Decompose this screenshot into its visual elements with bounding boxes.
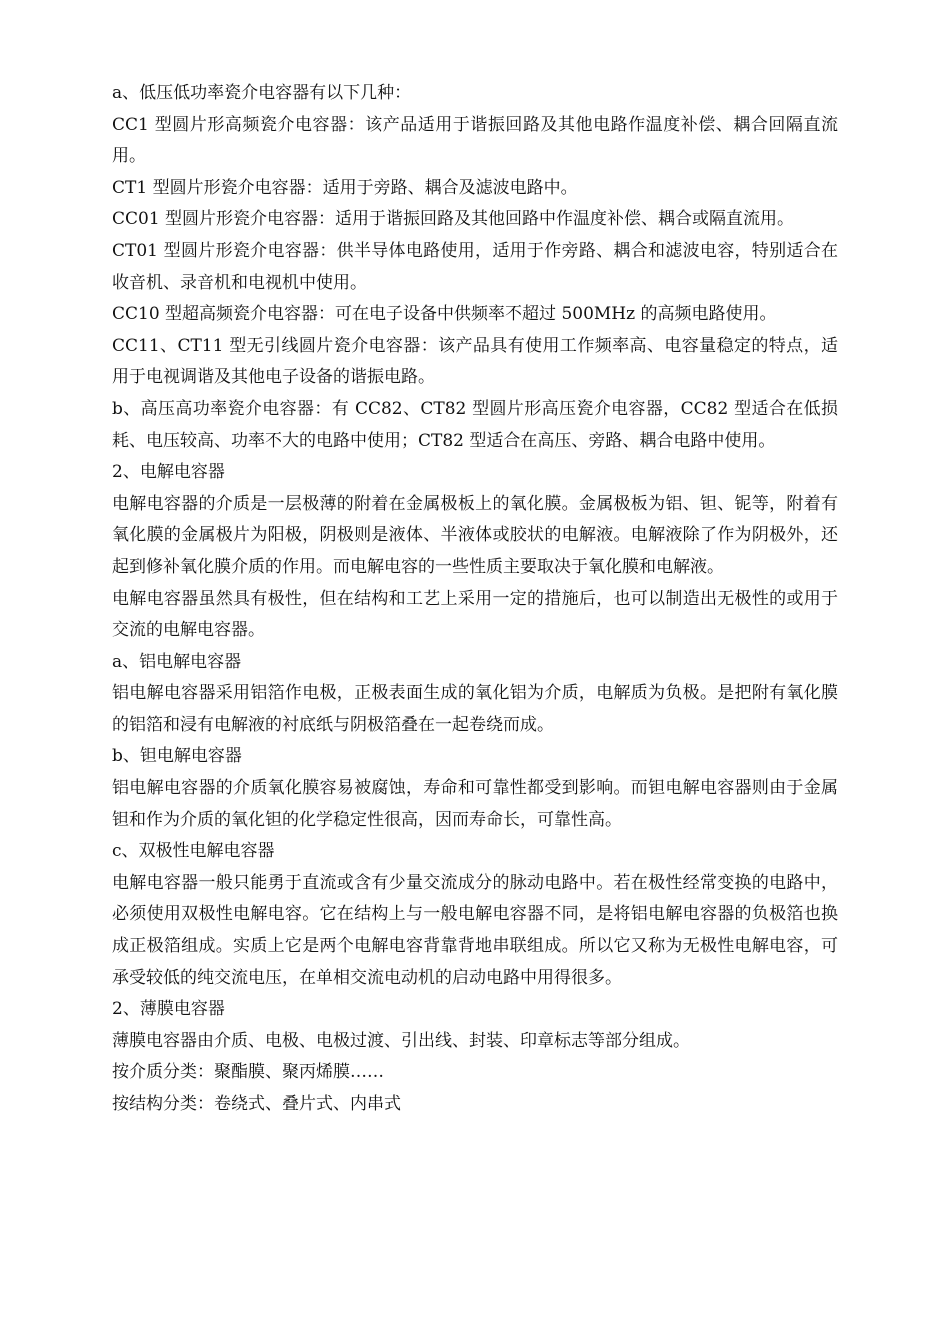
paragraph-low-voltage-ceramic-heading: a、低压低功率瓷介电容器有以下几种： xyxy=(112,83,412,103)
document-body xyxy=(112,78,838,1121)
paragraph-ct01: CT01 型圆片形瓷介电容器：供半导体电路使用，适用于作旁路、耦合和滤波电容，特别适合在收音机、录音机和电视机中使用。 xyxy=(112,240,838,293)
paragraph-film-by-structure: 按结构分类：卷绕式、叠片式、内串式 xyxy=(112,1094,401,1114)
paragraph-electrolytic-dielectric: 电解电容器的介质是一层极薄的附着在金属极板上的氧化膜。金属极板为铝、钽、铌等，附着有氧化膜的金属极片为阳极，阴极则是液体、半液体或胶状的电解液。电解液除了作为阴极外，还起到修补氧化膜介质的作用。而电解电容的一些性质主要取决于氧化膜和电解液。 xyxy=(112,493,838,577)
paragraph-film-by-dielectric: 按介质分类：聚酯膜、聚丙烯膜…… xyxy=(112,1062,384,1083)
paragraph-film-composition: 薄膜电容器由介质、电极、电极过渡、引出线、封装、印章标志等部分组成。 xyxy=(112,1030,690,1051)
paragraph-electrolytic-polarity: 电解电容器虽然具有极性，但在结构和工艺上采用一定的措施后，也可以制造出无极性的或用于交流的电解电容器。 xyxy=(112,588,838,641)
paragraph-cc01: CC01 型圆片形瓷介电容器：适用于谐振回路及其他回路中作温度补偿、耦合或隔直流用。 xyxy=(112,209,795,230)
paragraph-high-voltage-ceramic: b、高压高功率瓷介电容器：有 CC82、CT82 型圆片形高压瓷介电容器，CC82 型适合在低损耗、电压较高、功率不大的电路中使用；CT82 型适合在高压、旁路、耦合电路中使用。 xyxy=(112,398,838,451)
paragraph-cc11-ct11: CC11、CT11 型无引线圆片瓷介电容器：该产品具有使用工作频率高、电容量稳定的特点，适用于电视调谐及其他电子设备的谐振电路。 xyxy=(112,335,838,388)
paragraph-cc10: CC10 型超高频瓷介电容器：可在电子设备中供频率不超过 500MHz 的高频电路使用。 xyxy=(112,304,777,325)
subheading-tantalum-electrolytic: b、钽电解电容器 xyxy=(112,746,242,767)
paragraph-ct1: CT1 型圆片形瓷介电容器：适用于旁路、耦合及滤波电路中。 xyxy=(112,177,578,198)
paragraph-aluminum-electrolytic: 铝电解电容器采用铝箔作电极，正极表面生成的氧化铝为介质，电解质为负极。是把附有氧化膜的铝箔和浸有电解液的衬底纸与阴极箔叠在一起卷绕而成。 xyxy=(112,683,838,735)
subheading-bipolar-electrolytic: c、双极性电解电容器 xyxy=(112,841,275,862)
paragraph-cc1: CC1 型圆片形高频瓷介电容器：该产品适用于谐振回路及其他电路作温度补偿、耦合回隔直流用。 xyxy=(112,114,838,167)
subheading-aluminum-electrolytic: a、铝电解电容器 xyxy=(112,651,242,672)
section-heading-electrolytic: 2、电解电容器 xyxy=(112,462,225,483)
paragraph-bipolar-electrolytic: 电解电容器一般只能勇于直流或含有少量交流成分的脉动电路中。若在极性经常变换的电路中，必须使用双极性电解电容。它在结构上与一般电解电容器不同，是将铝电解电容器的负极箔也换成正极箔组成。实质上它是两个电解电容背靠背地串联组成。所以它又称为无极性电解电容，可承受较低的纯交流电压，在单相交流电动机的启动电路中用得很多。 xyxy=(112,872,838,988)
section-heading-film: 2、薄膜电容器 xyxy=(112,999,225,1020)
paragraph-tantalum-electrolytic: 铝电解电容器的介质氧化膜容易被腐蚀，寿命和可靠性都受到影响。而钽电解电容器则由于金属钽和作为介质的氧化钽的化学稳定性很高，因而寿命长，可靠性高。 xyxy=(112,778,838,830)
